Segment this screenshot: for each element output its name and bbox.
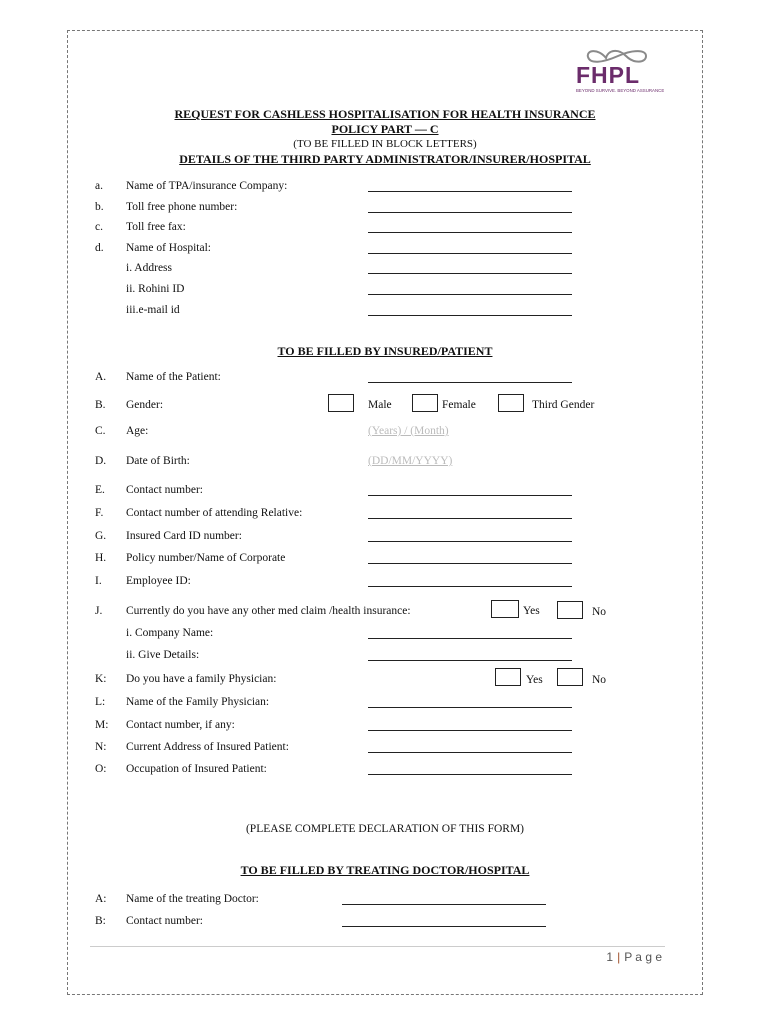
tpa-key: a.: [95, 180, 103, 192]
physician-contact-field[interactable]: [368, 730, 572, 731]
tpa-label: Toll free fax:: [126, 221, 186, 233]
employee-id-field[interactable]: [368, 586, 572, 587]
page-number-value: 1: [606, 950, 614, 964]
family-physician-name-field[interactable]: [368, 707, 572, 708]
gender-female-checkbox[interactable]: [412, 394, 438, 412]
item-key: M:: [95, 719, 109, 731]
relative-contact-field[interactable]: [368, 518, 572, 519]
item-label: Employee ID:: [126, 575, 191, 587]
yes-label: Yes: [523, 605, 540, 617]
item-key: H.: [95, 552, 107, 564]
item-key: J.: [95, 605, 103, 617]
gender-option: Third Gender: [532, 399, 595, 411]
item-label: Current Address of Insured Patient:: [126, 741, 289, 753]
item-label: Do you have a family Physician:: [126, 673, 277, 685]
declaration-note: (PLEASE COMPLETE DECLARATION OF THIS FORM): [245, 823, 525, 835]
item-key: O:: [95, 763, 107, 775]
tpa-label: ii. Rohini ID: [126, 283, 185, 295]
yes-label: Yes: [526, 674, 543, 686]
block-letters-note: (TO BE FILLED IN BLOCK LETTERS): [293, 138, 477, 150]
item-key: G.: [95, 530, 107, 542]
doctor-contact-field[interactable]: [342, 926, 546, 927]
item-key: B:: [95, 915, 106, 927]
hospital-address-field[interactable]: [368, 273, 572, 274]
section-doctor-heading: TO BE FILLED BY TREATING DOCTOR/HOSPITAL: [240, 863, 530, 877]
form-title: REQUEST FOR CASHLESS HOSPITALISATION FOR HEALTH INSURANCE: [174, 107, 596, 121]
section-tpa-heading: DETAILS OF THE THIRD PARTY ADMINISTRATOR/INSURER/HOSPITAL: [179, 152, 591, 166]
tpa-key: b.: [95, 201, 104, 213]
tpa-label: Name of Hospital:: [126, 242, 211, 254]
item-key: A:: [95, 893, 107, 905]
item-key: C.: [95, 425, 106, 437]
page-number: [606, 950, 662, 964]
tpa-label: Toll free phone number:: [126, 201, 238, 213]
fhpl-logo: [572, 44, 664, 96]
age-field[interactable]: (Years) / (Month): [368, 425, 449, 437]
svg-text:BEYOND SURVIVE. BEYOND ASSURAN: BEYOND SURVIVE. BEYOND ASSURANCE: [576, 88, 664, 93]
gender-option: Male: [368, 399, 392, 411]
toll-free-fax-field[interactable]: [368, 232, 572, 233]
tpa-key: c.: [95, 221, 103, 233]
item-label: Name of the Family Physician:: [126, 696, 270, 708]
dob-field[interactable]: (DD/MM/YYYY): [368, 455, 453, 467]
item-key: N:: [95, 741, 107, 753]
item-key: L:: [95, 696, 106, 708]
svg-text:FHPL: FHPL: [576, 62, 641, 88]
item-label: Contact number, if any:: [126, 719, 235, 731]
item-label: Contact number of attending Relative:: [126, 507, 303, 519]
current-address-field[interactable]: [368, 752, 572, 753]
item-key: A.: [95, 371, 107, 383]
item-key: K:: [95, 673, 107, 685]
item-label: Occupation of Insured Patient:: [126, 763, 267, 775]
page-label: P a g e: [624, 950, 662, 964]
other-insurance-no-checkbox[interactable]: [557, 601, 583, 619]
item-label: Contact number:: [126, 484, 203, 496]
company-name-field[interactable]: [368, 638, 572, 639]
patient-name-field[interactable]: [368, 382, 572, 383]
item-label: Name of the treating Doctor:: [126, 893, 259, 905]
other-insurance-yes-checkbox[interactable]: [491, 600, 519, 618]
item-label: Age:: [126, 425, 149, 437]
toll-free-phone-field[interactable]: [368, 212, 572, 213]
item-key: F.: [95, 507, 104, 519]
rohini-id-field[interactable]: [368, 294, 572, 295]
item-label: Gender:: [126, 399, 164, 411]
hospital-email-field[interactable]: [368, 315, 572, 316]
page-separator: |: [617, 950, 621, 964]
family-physician-yes-checkbox[interactable]: [495, 668, 521, 686]
item-label: Date of Birth:: [126, 455, 190, 467]
item-label: ii. Give Details:: [126, 649, 200, 661]
section-patient-heading: TO BE FILLED BY INSURED/PATIENT: [277, 344, 493, 358]
no-label: No: [592, 674, 607, 686]
card-id-field[interactable]: [368, 541, 572, 542]
form-title-part: POLICY PART — C: [331, 122, 439, 136]
tpa-label: Name of TPA/insurance Company:: [126, 180, 288, 192]
tpa-label: i. Address: [126, 262, 172, 274]
item-label: Policy number/Name of Corporate: [126, 552, 286, 564]
footer-rule: [90, 946, 665, 947]
gender-male-checkbox[interactable]: [328, 394, 354, 412]
tpa-key: d.: [95, 242, 104, 254]
doctor-name-field[interactable]: [342, 904, 546, 905]
insurance-details-field[interactable]: [368, 660, 572, 661]
hospital-name-field[interactable]: [368, 253, 572, 254]
no-label: No: [592, 606, 607, 618]
item-label: Insured Card ID number:: [126, 530, 242, 542]
gender-option: Female: [442, 399, 476, 411]
item-label: Name of the Patient:: [126, 371, 221, 383]
contact-number-field[interactable]: [368, 495, 572, 496]
item-label: Currently do you have any other med claim /health insurance:: [126, 605, 411, 617]
item-key: I.: [95, 575, 102, 587]
item-key: D.: [95, 455, 107, 467]
tpa-label: iii.e-mail id: [126, 304, 180, 316]
gender-third-checkbox[interactable]: [498, 394, 524, 412]
infinity-icon: [572, 44, 664, 96]
occupation-field[interactable]: [368, 774, 572, 775]
item-key: B.: [95, 399, 106, 411]
tpa-name-field[interactable]: [368, 191, 572, 192]
family-physician-no-checkbox[interactable]: [557, 668, 583, 686]
item-label: Contact number:: [126, 915, 203, 927]
policy-number-field[interactable]: [368, 563, 572, 564]
item-label: i. Company Name:: [126, 627, 214, 639]
item-key: E.: [95, 484, 105, 496]
